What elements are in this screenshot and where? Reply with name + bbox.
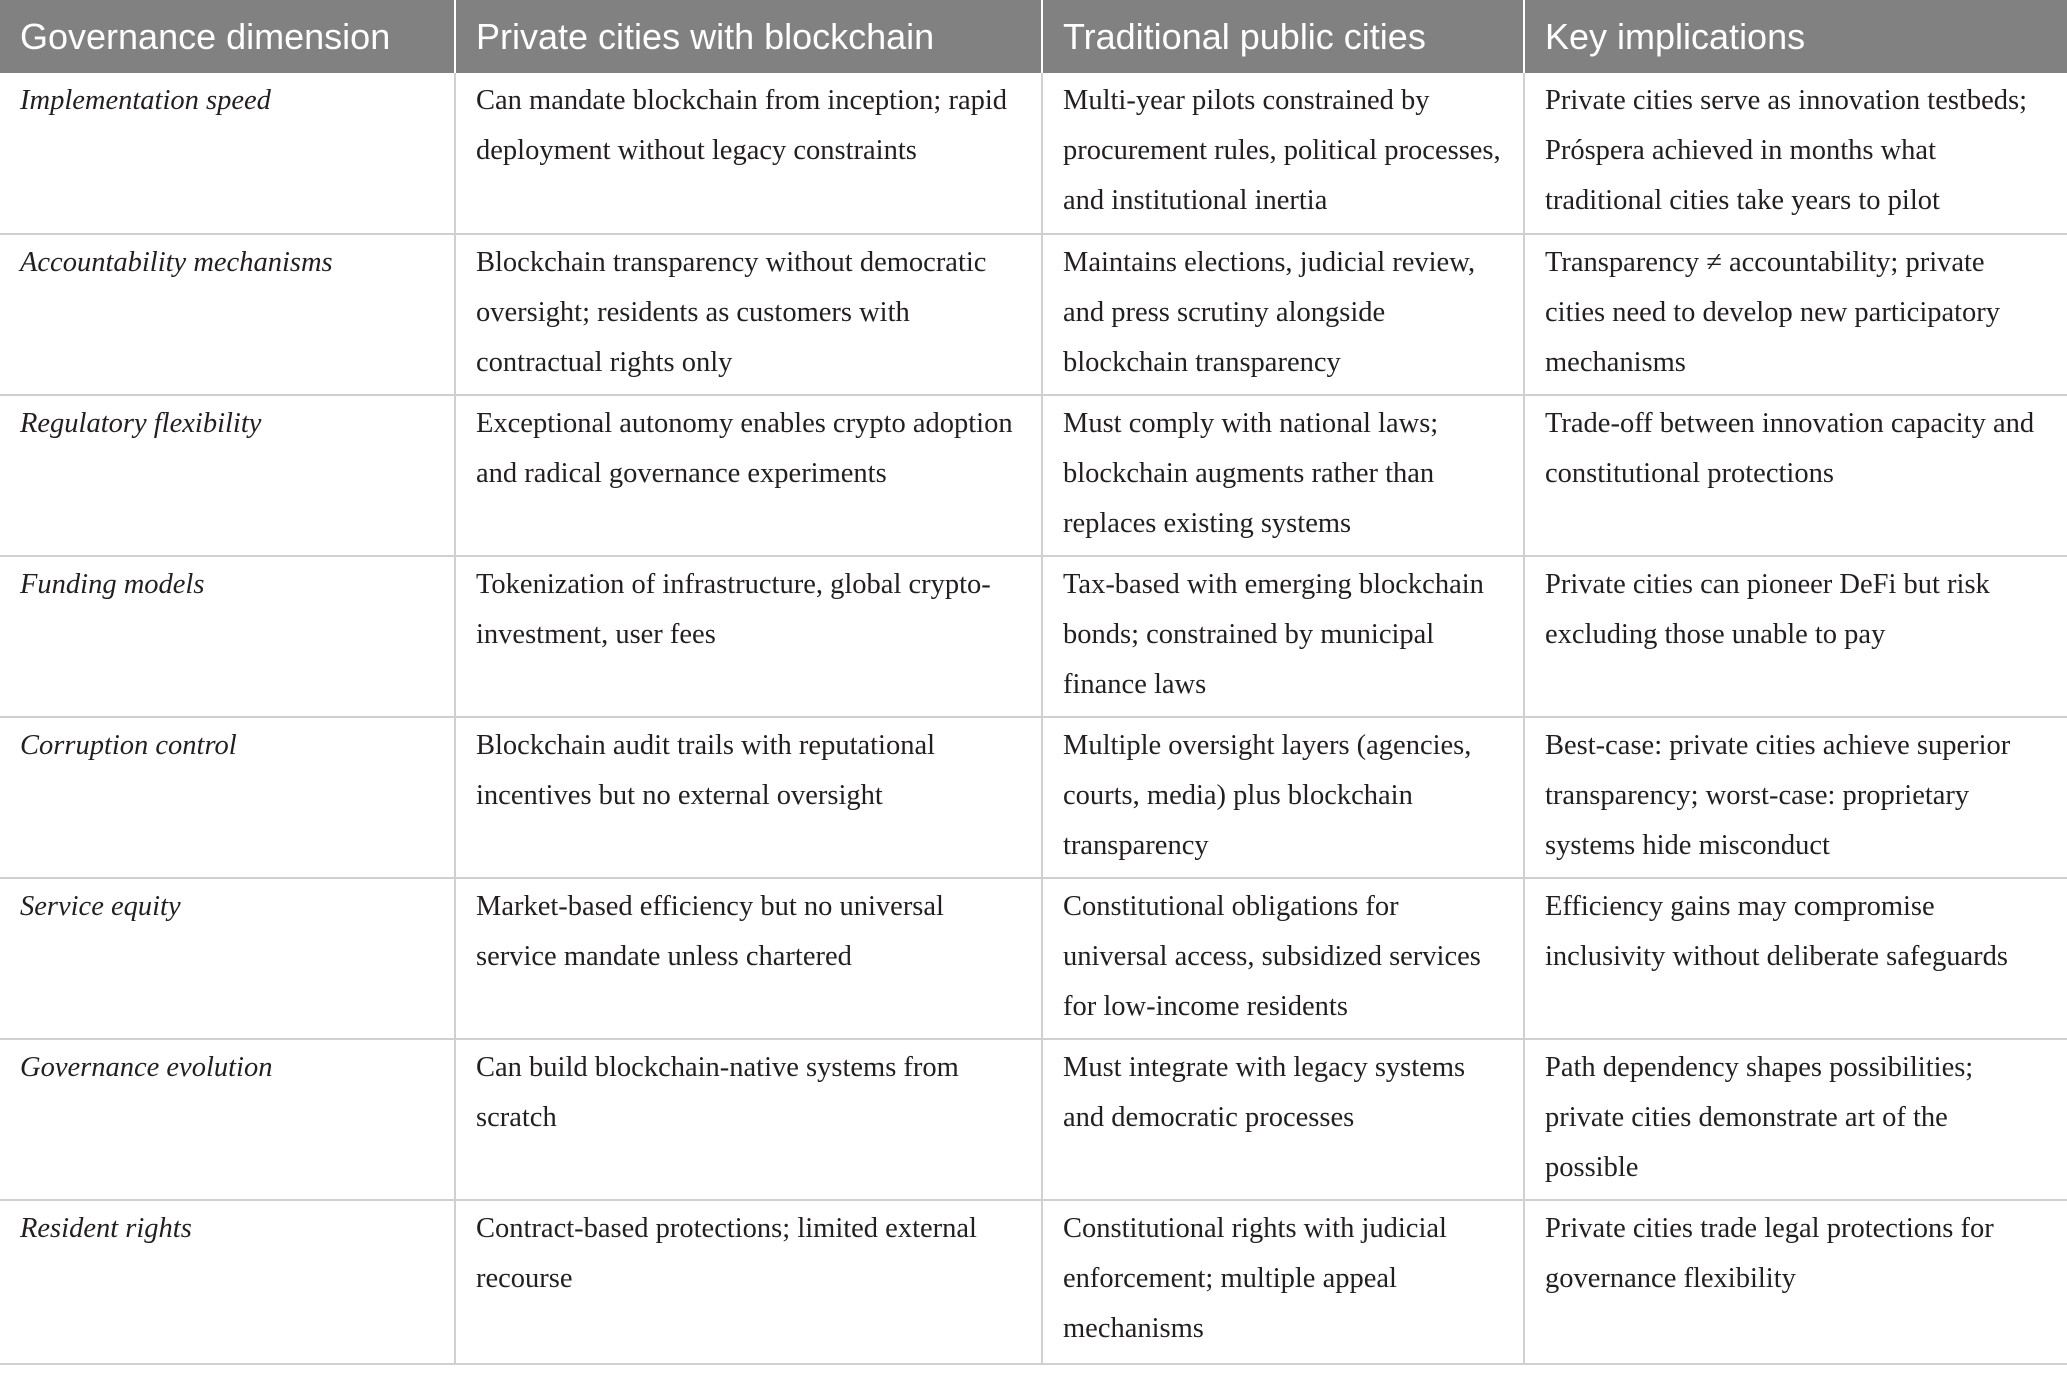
cell-traditional: Constitutional rights with judicial enforcement; multiple appeal mechanisms (1042, 1200, 1524, 1364)
table-header (0, 0, 2067, 73)
cell-dimension: Resident rights (20, 1213, 192, 1244)
cell-private: Contract-based protections; limited external recourse (455, 1200, 1042, 1364)
header-private-cities: Private cities with blockchain (455, 0, 1042, 73)
table-row (0, 556, 2067, 717)
header-traditional-cities: Traditional public cities (1042, 0, 1524, 73)
cell-traditional: Constitutional obligations for universal access, subsidized services for low-income residents (1042, 878, 1524, 1039)
cell-dimension: Governance evolution (20, 1052, 273, 1083)
cell-implications: Path dependency shapes possibilities; private cities demonstrate art of the possible (1524, 1039, 2067, 1200)
cell-implications: Efficiency gains may compromise inclusivity without deliberate safeguards (1524, 878, 2067, 1039)
cell-implications: Private cities can pioneer DeFi but risk excluding those unable to pay (1524, 556, 2067, 717)
cell-implications: Transparency ≠ accountability; private cities need to develop new participatory mechanisms (1524, 234, 2067, 395)
table-row (0, 234, 2067, 395)
cell-traditional: Multiple oversight layers (agencies, courts, media) plus blockchain transparency (1042, 717, 1524, 878)
cell-dimension: Funding models (20, 569, 205, 600)
cell-traditional: Tax-based with emerging blockchain bonds; constrained by municipal finance laws (1042, 556, 1524, 717)
cell-dimension: Regulatory flexibility (20, 408, 262, 439)
cell-private: Blockchain audit trails with reputational incentives but no external oversight (455, 717, 1042, 878)
cell-private: Exceptional autonomy enables crypto adoption and radical governance experiments (455, 395, 1042, 556)
cell-traditional: Maintains elections, judicial review, and press scrutiny alongside blockchain transparency (1042, 234, 1524, 395)
cell-traditional: Must integrate with legacy systems and democratic processes (1042, 1039, 1524, 1200)
cell-private: Tokenization of infrastructure, global crypto-investment, user fees (455, 556, 1042, 717)
table-row (0, 395, 2067, 556)
table-row (0, 73, 2067, 234)
table-body (0, 73, 2067, 1364)
cell-implications: Trade-off between innovation capacity and constitutional protections (1524, 395, 2067, 556)
cell-private: Blockchain transparency without democratic oversight; residents as customers with contractual rights only (455, 234, 1042, 395)
cell-dimension: Corruption control (20, 730, 237, 761)
header-governance-dimension: Governance dimension (20, 15, 391, 57)
cell-private: Can build blockchain-native systems from scratch (455, 1039, 1042, 1200)
cell-implications: Private cities serve as innovation testbeds; Próspera achieved in months what traditional cities take years to pilot (1524, 73, 2067, 234)
table-row (0, 1039, 2067, 1200)
table-row (0, 717, 2067, 878)
header-key-implications: Key implications (1524, 0, 2067, 73)
cell-implications: Best-case: private cities achieve superior transparency; worst-case: proprietary systems hide misconduct (1524, 717, 2067, 878)
cell-private: Can mandate blockchain from inception; rapid deployment without legacy constraints (455, 73, 1042, 234)
table-row (0, 878, 2067, 1039)
cell-private: Market-based efficiency but no universal service mandate unless chartered (455, 878, 1042, 1039)
cell-traditional: Multi-year pilots constrained by procurement rules, political processes, and institutional inertia (1042, 73, 1524, 234)
cell-implications: Private cities trade legal protections for governance flexibility (1524, 1200, 2067, 1364)
cell-dimension: Implementation speed (20, 85, 271, 116)
cell-dimension: Service equity (20, 891, 181, 922)
cell-dimension: Accountability mechanisms (20, 247, 333, 278)
table-row (0, 1200, 2067, 1364)
header-row (0, 0, 2067, 73)
cell-traditional: Must comply with national laws; blockchain augments rather than replaces existing systems (1042, 395, 1524, 556)
